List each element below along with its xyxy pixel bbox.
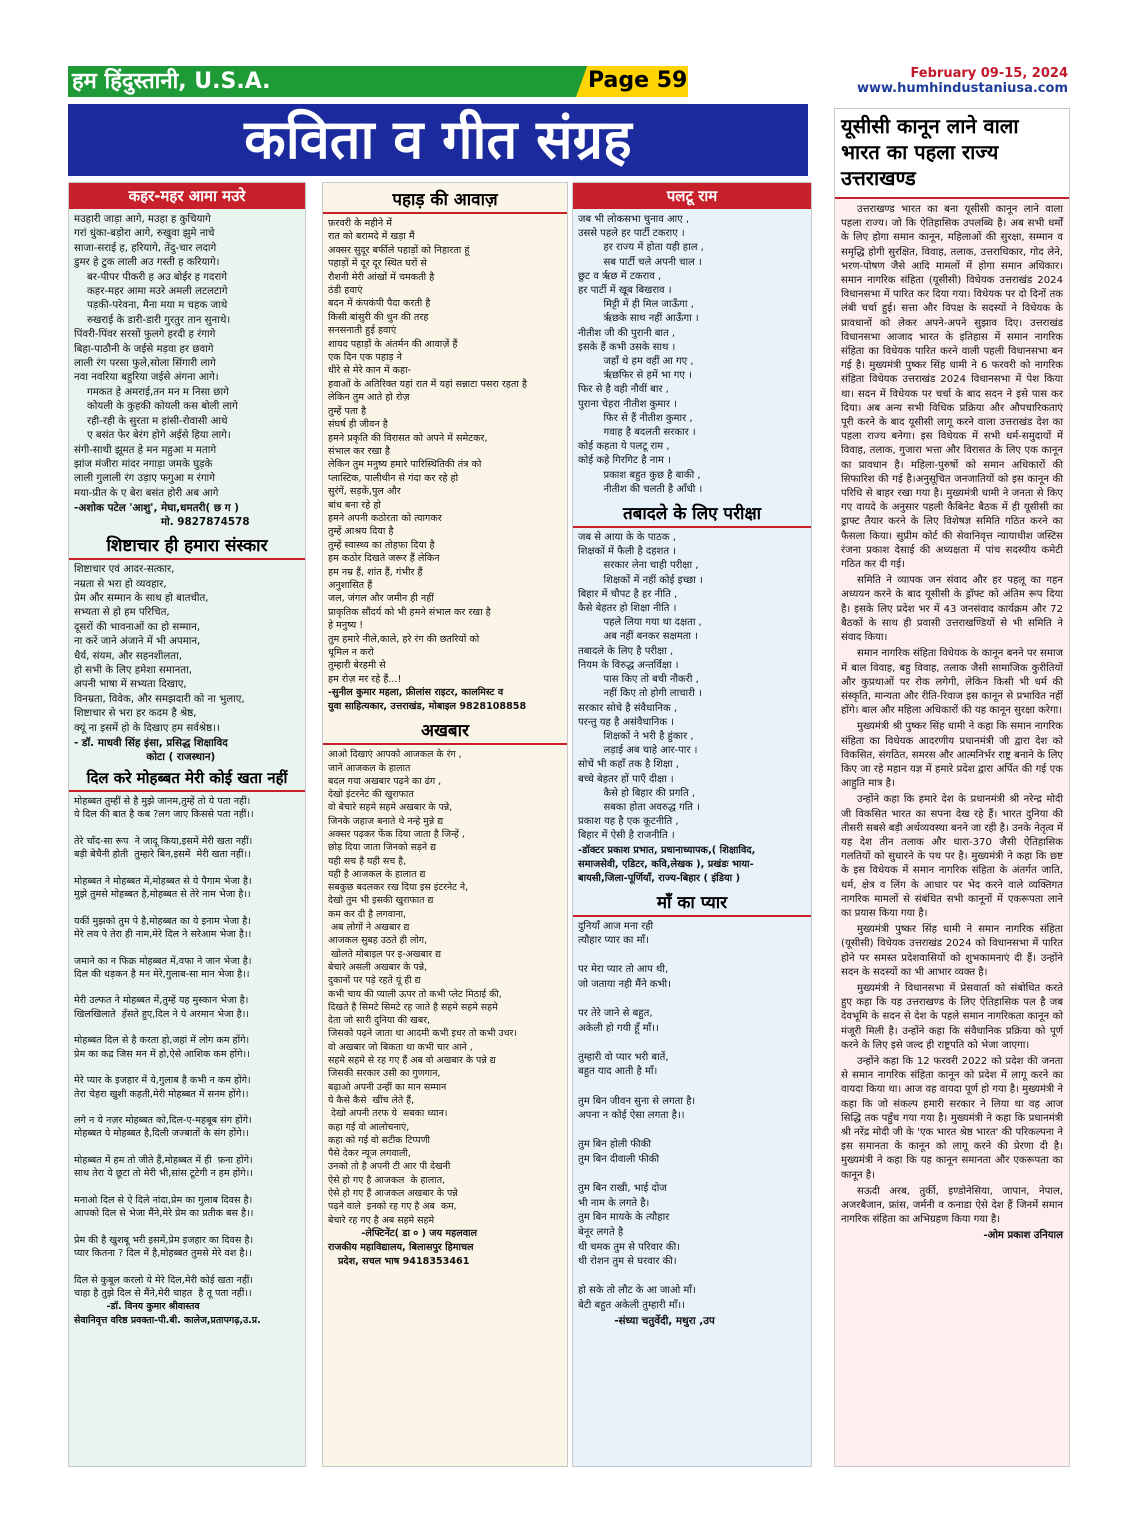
article-paragraph: समान नागरिक संहिता विधेयक के कानून बनने पर समाज में बाल विवाह, बहु विवाह, तलाक जैसी सामाजिक कुरीतियों और कुप्रथाओं पर रोक लगेगी, लेकिन किसी भी धर्म की संस्कृति, मान्यता और रीति-रिवाज इस कानून से प्रभावित नहीं होंगे। बाल और महिला अधिकारों की यह कानून सुरक्षा करेगा। <box>841 648 1063 717</box>
section-banner <box>68 104 808 176</box>
article-paragraph: उन्होंने कहा कि हमारे देश के प्रधानमंत्री श्री नरेन्द्र मोदी जी विकसित भारत का सपना देख रहे हैं। भारत दुनिया की तीसरी सबसे बड़ी अर्थव्यवस्था बनने जा रही है। उनके नेतृत्व में यह देश तीन तलाक और धारा-370 जैसी ऐतिहासिक गलतियों को सुधारने के पथ पर है। मुख्यमंत्री ने कहा कि छ्ष्ट के इस विधेयक में समान नागरिक संहिता के अंतर्गत जाति, धर्म, क्षेत्र व लिंग के आधार पर भेद करने वाले व्यक्तिगत नागरिक मामलों से संबंधित सभी कानूनों में एकरूपता लाने का प्रयास किया गया है। <box>841 794 1063 919</box>
article-paragraph: समिति ने व्यापक जन संवाद और हर पहलू का गहन अध्ययन करने के बाद यूसीसी के ड्रॉफ्ट को अंतिम रूप दिया है। इसके लिए प्रदेश भर में 43 जनसंवाद कार्यक्रम और 72 बैठकों के साथ ही प्रवासी उत्तराखण्डियों से भी समिति ने संवाद किया। <box>841 575 1063 644</box>
column-1 <box>68 182 306 1467</box>
poem-title: दिल करे मोहब्बत मेरी कोई खता नहीं <box>69 768 305 792</box>
page-number: Page 59 <box>588 68 688 93</box>
poem-author: -डॉ. विनय कुमार श्रीवास्तव सेवानिवृत्त वरिष्ठ प्रवक्ता-पी.बी. कालेज,प्रतापगढ़,उ.प्र. <box>74 1301 261 1327</box>
poem-body: मोहब्बत तुम्हीं से है मुझे जानम,तुम्हें तो ये पता नहीं। ये दिल की बात है कब ?लग जाए किससे पता नहीं।। तेरे चाँद-सा रूप ने जादू किया,इसमें मेरी खता नहीं। बड़ी बेचैनी होती तुम्हारे बिन,इसमें मेरी खता नहीं।। मोहब्बत ने मोहब्बत में,मोहब्बत से ये पैगाम भेजा है। मुझे तुमसे मोहब्बत है,मोहब्बत से तेरे नाम भेजा है।। यकीं मुझको तुम पे है,मोहब्बत का ये इनाम भेजा है। मेरे लव पे तेरा ही नाम,मेरे दिल ने सरेआम भेजा है।। जमाने का न फिक्र मोहब्बत में,वफा ने जान भेजा है। दिल की धड़कन है मन मेरे,गुलाब-सा मान भेजा है।। मेरी उल्फत ने मोहब्बत में,तुम्हें यह मुस्कान भेजा है। खिलखिलाते हँसते हुए,दिल ने ये अरमान भेजा है।। मोहब्बत दिल से है करता हो,जहां में लोग कम होंगे। प्रेम का कद्र जिस मन में हो,ऐसे आशिक कम होंगे।। मेरे प्यार के इजहार में ये,गुलाब है कभी न कम होंगे। तेरा चेहरा खुशी कहती,मेरी मोहब्बत में सनम होंगे।। लगे न ये नज़र मोहब्बत को,दिल-ए-महबूब संग होंगे। मोहब्बत ये मोहब्बत है,दिली जज्बातों के संग होंगे।। मोहब्बत में हम तो जीते हैं,मोहब्बत में ही फ़ना होंगे। साथ तेरा ये छूटा तो मेरी भी,सांस टूटेगी न हम होंगे।। मनाओ दिल से ऐ दिले नांदा,प्रेम का गुलाब दिवस है। आपको दिल से भेजा मैंने,मेरे प्रेम का प्रतीक बस है।। प्रेम की है खुशबू भरी इसमें,प्रेम इजहार का दिवस है। प्यार कितना ? दिल में है,मोहब्बत तुमसे मेरे वश है।। दिल से कुबूल करलो ये मेरे दिल,मेरी कोई खता नहीं। चाहा है तुझे दिल से मैंने,मेरी चाहत है तू पता नहीं।। <box>74 796 254 1299</box>
article-paragraph: उन्होंने कहा कि 12 फरवरी 2022 को प्रदेश की जनता से समान नागरिक संहिता कानून को प्रदेश में लागू करने का वायदा किया था। आज वह वायदा पूर्ण हो गया है। मुख्यमंत्री ने कहा कि जो संकल्प हमारी सरकार ने लिया था वह आज सिद्धि तक पहुँच गया गया है। मुख्यमंत्री ने कहा कि प्रधानमंत्री श्री नरेंद्र मोदी जी के 'एक भारत श्रेष्ठ भारत' की परिकल्पना ने इस समानता के कानून को लागू करने की प्रेरणा दी है। मुख्यमंत्री ने कहा कि यह कानून समानता और एकरूपता का कानून है। <box>841 1055 1063 1181</box>
issue-date: February 09-15, 2024 <box>910 66 1068 81</box>
poem-body: फ़रवरी के महीने में रात को बरामदे में खड़ा मैं अक्सर सुदूर बर्फीले पहाड़ों को निहारता हूं पहाड़ों में दूर दूर स्थित घरों से रौशनी मेरी आंखों में चमकती है ठंडी हवाएं बदन में कंपकंपी पैदा करती है किसी बांसुरी की धुन की तरह सनसनाती हुई हवाएं शायद पहाड़ों के अंतर्मन की आवाज़ें हैं एक दिन एक पहाड़ ने धीरे से मेरे कान में कहा- हवाओं के अतिरिक्त यहां रात में यहां सन्नाटा पसरा रहता है लेकिन तुम आते हो रोज़ तुम्हें पता है संघर्ष ही जीवन है हमने प्रकृति की विरासत को अपने में समेटकर, संभाल कर रखा है लेकिन तुम मनुष्य हमारे पारिस्थितिकी तंत्र को प्लास्टिक, पालीथीन से गंदा कर रहे हो सुरंगें, सड़कें,पुल और बांध बना रहे हो हमने अपनी कठोरता को त्यागकर तुम्हें आश्रय दिया है तुम्हें स्वास्थ्य का तोहफा दिया है हम कठोर दिखते जरूर हैं लेकिन हम नम्र हैं, शांत हैं, गंभीर हैं अनुशासित हैं जल, जंगल और जमीन ही नहीं प्राकृतिक सौंदर्य को भी हमने संभाल कर रखा है हे मनुष्य ! तुम हमारे नीले,काले, हरे रंग की छतरियों को धूमिल न करो तुम्हारी बेरहमी से हम रोज़ मर रहे हैं...! <box>328 218 527 685</box>
article-paragraph: मुख्यमंत्री ने विधानसभा में प्रेसवार्ता को संबोधित करते हुए कहा कि यह उत्तराखण्ड के लिए ऐतिहासिक पल है जब देवभूमि के सदन से देश के पहले समान नागरिकता कानून को मंजूरी मिली है। उन्होंने कहा कि संवैधानिक प्रक्रिया को पूर्ण करने के लिए इसे जल्द ही राष्ट्रपति को भेजा जाएगा। <box>841 982 1063 1051</box>
article-paragraph: मुख्यमंत्री श्री पुष्कर सिंह धामी ने कहा कि समान नागरिक संहिता का विधेयक आदरणीय प्रधानमंत्री जी द्वारा देश को विकसित, संगठित, समरस और आत्मनिर्भर राष्ट्र बनाने के लिए किए जा रहे महान यज्ञ में हमारे प्रदेश द्वारा अर्पित की गई एक आहुति मात्र है। <box>841 721 1063 790</box>
poem-author: -डॉक्टर प्रकाश प्रभात, प्रधानाध्यापक,( शिक्षाविद, समाजसेवी, एडिटर, कवि,लेखक ), प्रखंडः भाया- बायसी,जिला-पूर्णियाँ, राज्य-बिहार ( इंडिया ) <box>578 844 756 884</box>
article-paragraph: मुख्यमंत्री पुष्कर सिंह धामी ने समान नागरिक संहिता (यूसीसी) विधेयक उत्तराखंड 2024 को विधानसभा में पारित होने पर समस्त प्रदेशवासियों को शुभकामनाएं दी हैं। उन्होंने सदन के सदस्यों का भी आभार व्यक्त है। <box>841 924 1063 978</box>
column-4 <box>834 108 1070 1467</box>
article-paragraph: सऊदी अरब, तुर्की, इण्डोनेसिया, जापान, नेपाल, अजरबैजान, फ्रांस, जर्मनी व कनाडा ऐसे देश हैं जिनमें समान नागरिक संहिता का अभिग्रहण किया गया है। <box>841 1185 1063 1226</box>
poem-author: -अशोक पटेल 'आशु', मेघा,धमतरी( छ ग ) मो. 9827874578 <box>74 502 250 529</box>
article-author: -ओम प्रकाश उनियाल <box>983 1230 1063 1242</box>
poem-body: शिष्टाचार एवं आदर-सत्कार, नम्रता से भरा हो व्यवहार, प्रेम और सम्मान के साथ हो बातचीत, सभ्यता से हो हम परिचित, दूसरों की भावनाओं का हो सम्मान, ना करें जाने अंजाने में भी अपमान, धैर्य, संयम, और सहनशीलता, हो सभी के लिए हमेशा समानता, अपनी भाषा में सभ्यता दिखाए, विनम्रता, विवेक, और समझदारी को ना भुलाए, शिष्टाचार से भरा हर कदम है श्रेष्ठ, क्यूं ना इसमें हो के दिखाए हम सर्वश्रेष्ठ।। <box>74 564 245 734</box>
poem-author: -सुनील कुमार महला, फ्रीलांस राइटर, कालमिस्ट व युवा साहित्यकार, उत्तराखंड, मोबाइल 9828108858 <box>328 687 527 713</box>
column-2 <box>322 182 568 1467</box>
column-3 <box>572 182 812 1467</box>
poem-title: कहर-महर आमा मउरे <box>69 183 305 209</box>
article-paragraph: उत्तराखण्ड भारत का बना यूसीसी कानून लाने वाला पहला राज्य। जो कि ऐतिहासिक उपलब्धि है। अब सभी धर्मों के लिए होगा समान कानून, महिलाओं की सुरक्षा, सम्मान व समृद्धि होगी सुरक्षित, विवाह, तलाक, उत्तराधिकार, गोद लेने, भरण-पोषण जैसे आदि मामलों में होगा समान अधिकार। समान नागरिक संहिता (यूसीसी) विधेयक उत्तराखंड 2024 विधानसभा में पारित कर दिया गया। विधेयक पर दो दिनों तक लंबी चर्चा हुई। सत्ता और विपक्ष के सदस्यों ने विधेयक के प्रावधानों को लेकर अपने-अपने सुझाव दिए। उत्तराखंड विधानसभा आजाद भारत के इतिहास में समान नागरिक संहिता का विधेयक पारित करने वाली पहली विधानसभा बन गई है। मुख्यमंत्री पुष्कर सिंह धामी ने 6 फरवरी को नागरिक संहिता विधेयक उत्तराखंड 2024 विधानसभा में पेश किया था। सदन में विधेयक पर चर्चा के बाद सदन ने इसे पास कर दिया। अब अन्य सभी विधिक प्रक्रिया और औपचारिकताएं पूरी करने के बाद यूसीसी लागू करने वाला उत्तराखंड देश का पहला राज्य बनेगा। इस विधेयक में सभी धर्म-समुदायों में विवाह, तलाक, गुजारा भत्ता और विरासत के लिए एक कानून का प्रावधान है। महिला-पुरुषों को समान अधिकारों की सिफारिश की गई है।अनुसूचित जनजातियों को इस कानून की परिधि से बाहर रखा गया है। मुख्यमंत्री धामी ने जनता से किए गए वायदे के अनुसार पहली कैबिनेट बैठक में ही यूसीसी का ड्राफ्ट तैयार करने के लिए विशेषज्ञ समिति गठित करने का फैसला किया। सुप्रीम कोर्ट की सेवानिवृत्त न्यायाधीश जस्टिस रंजना प्रकाश देसाई की अध्यक्षता में पांच सदस्यीय कमेटी गठित कर दी गई। <box>841 204 1063 571</box>
section-title: कविता व गीत संग्रह <box>244 108 632 171</box>
poem-title: शिष्टाचार ही हमारा संस्कार <box>69 533 305 560</box>
poem-body: मउहारी जाड़ा आगे, मउहा ह कुचियागे गरां धुंका-बड़ोरा आगे, रुखुवा झुमे नाचे साजा-सराई ह, हरियागे, तेंदु-चार लदागे डुमर हे टुक लाली अउ गस्ती ह करियागे। बर-पीपर पीकरी ह अउ बोईर ह गदरागे कहर-महर आमा मउरे अमली लटलटागे पड़की-परेवना, मैना मया म चहक जाथे रुखराई के डारी-डारी गुरतुर तान सुनाथे। पिंवरी-पिंवर सरसों फुलगे हरदी ह रंगागे बिहा-पाठौनी के जईसे मड़वा हर छवागे लाली रंग परसा फुले,सोला सिंगारी लागे नवा नवरिया बहुरिया जईसे अंगना आगे। गमकत हे अमराई,तन मन म निसा छागे कोयली के कुहकी कोयली कस बोली लागे रही-रही के सुरता म हांसी-रोवासी आथे ए बसंत फेर बेरंग होगे अईसे हिया लागे। संगी-साथी झूमत हे मन महुआ म मतागे झांज मंजीरा मांदर नगाड़ा जमके घुड़के लाली गुलाली रंग उड़ाए फगुआ म रंगागे मया-प्रीत के ए बेरा बसंत होरी अब आगे <box>74 214 238 499</box>
article-body <box>835 199 1069 1248</box>
newspaper-title: हम हिंदुस्तानी, U.S.A. <box>72 69 271 94</box>
masthead <box>68 66 1068 100</box>
poem-author: -लेफ्टिनेंट( डा ० ) जय महलवाल राजकीय महाविद्यालय, बिलासपुर हिमाचल प्रदेश, सचल भाष 9418353461 <box>328 1227 478 1267</box>
article-headline: यूसीसी कानून लाने वाला भारत का पहला राज्य उत्तराखण्ड <box>835 109 1069 199</box>
poem-body: जब भी लोकसभा चुनाव आए , उससे पहले हर पार्टी टकराए । हर राज्य में होता यही हाल , सब पार्टी चले अपनी चाल । छुट व ऋृछ में टकराव , हर पार्टी में खूब बिखराव । मिट्टी में ही मिल जाऊँगा , ऋृछके साथ नहीं आऊँगा । नीतीश जी की पुरानी बात , इसके हैं कभी उसके साथ । जहाँ थे हम वहीं आ गए , ऋृछफिर से हमें भा गए । फिर से है वही नौवीं बार , पुराना चेहरा नीतीश कुमार । फिर से हैं नीतीश कुमार , गवाह है बदलती सरकार । कोई कहता ये पलटू राम , कोई कहे गिरगिट है नाम । प्रकाश बहुत कुछ है बाकी , नीतीश की चलती है आँधी । <box>578 214 704 495</box>
poem-body: दुनियाँ आज मना रही त्यौहार प्यार का माँ। पर मेरा प्यार तो आप थी, जो जताया नही मैंने कभी। पर तेरे जाने से बहुत, अकेली हो गयी हूँ माँ।। तुम्हारी वो प्यार भरी बातें, बहुत याद आती है माँ। तुम बिन जीवन सुना से लगता है। अपना न कोई ऐसा लगता है।। तुम बिन होली फीकी तुम बिन दीवाली फीकी तुम बिन राखी, भाई दोज भी नाम के लगते है। तुम बिन मायके के त्यौहार बेनूर लगते है थी चमक तुम से परिवार की। थी रोशन तुम से घरवार की। हो सके तो लौट के आ जाओ माँ। बेटी बहुत अकेली तुम्हारी माँ।। <box>578 920 696 1311</box>
poem-title: माँ का प्यार <box>573 890 811 917</box>
poem-author: - डॉ. माधवी सिंह इंसा, प्रसिद्ध शिक्षाविद कोटा ( राजस्थान) <box>74 737 228 763</box>
poem-title: अखबार <box>323 718 567 745</box>
poem-title: तबादले के लिए परीक्षा <box>573 501 811 528</box>
poem-title: पलटू राम <box>573 183 811 209</box>
poem-body: आओ दिखाएं आपको आजकल के रंग , जानें आजकल के हालात बदल गया अखबार पढ़ने का ढंग , देखो इंटरनेट की खुराफात वो बेचारे सहमे सहमे अखबार के पन्ने, जिनके जहाज बनाते थे नन्हे मुन्ने द्य अक्सर पढ़कर फेंक दिया जाता है जिन्हें , छोड़ दिया जाता जिनको सड़ने द्य यही सच है यही सच है, यही है आजकल के हालात द्य सबकुछ बदलकर रख दिया इस इंटरनेट ने, देखो तुम भी इसकी खुराफात द्य कम कर दी है लगवाना, अब लोगों ने अखबार द्य आजकल सुबह उठते ही लोग, खोलते मोबाइल पर इ-अखबार द्य बेचारे असली अखबार के पन्ने, दुकानों पर पड़े रहते यूं ही द्य कभी चाय की प्याली ऊपर तो कभी प्लेट मिठाई की, दिखते है सिमटे सिमटे रह जाते है सहमे सहमे सहमे देता जो सारी दुनिया की खबर, जिसको पढ़ने जाता था आदमी कभी इधर तो कभी उधर। वो अखबार जो बिकता था कभी चार आने , सहमे सहमे से रह गए हैं अब वो अखबार के पन्ने द्य जिसकी सरकार उसी का गुणगान, बढ़ाओ अपनी उन्हीं का मान सम्मान ये कैसे कैसे खींच लेते हैं, देखो अपनी तरफ ये सबका ध्यान। कहा गई वो आलोचनाएं, कहा को गई वो सटीक टिप्पणी पैसे देकर न्यूज लगवाली, उनको तो है अपनी टी आर पी देखनी ऐसे हो गए है आजकल के हालात, ऐसे हो गए हैं आजकल अखबार के पन्ने पढ़ने वाले इनको रह गए है अब कम, बेचारे रह गए है अब सहमे सहमे <box>328 749 517 1226</box>
poem-body: जब से आया के के पाठक , शिक्षकों में फैली है दहशत । सरकार लेना चाही परीक्षा , शिक्षकों में नहीं कोई इच्छा । बिहार में चौपट है हर नीति , कैसे बेहतर हो शिक्षा नीति । पहले लिया गया था दक्षता , अब नहीं बनकर सक्षमता । तबादले के लिए है परीक्षा , नियम के विरुद्ध अन्तर्विक्षा । पास किए तो बची नौकरी , नहीं किए तो होगी लाचारी । सरकार सोचे है संवैधानिक , परन्तु यह है असंवैधानिक । शिक्षकों ने भरी है हुंकार , लड़ाई अब चाहे आर-पार । सोचें भी कहाँ तक है शिक्षा , बच्चे बेहतर हों पाएँ दीक्षा । कैसे हो बिहार की प्रगति , सबका होता अवरुद्ध गति । प्रकाश यह है एक कूटनीति , बिहार में ऐसी है राजनीति । <box>578 532 703 842</box>
poem-author: -संध्या चतुर्वेदी, मथुरा ,उप <box>578 1314 715 1327</box>
website-link[interactable]: www.humhindustaniusa.com <box>856 81 1068 96</box>
poem-title: पहाड़ की आवाज़ <box>323 187 567 214</box>
